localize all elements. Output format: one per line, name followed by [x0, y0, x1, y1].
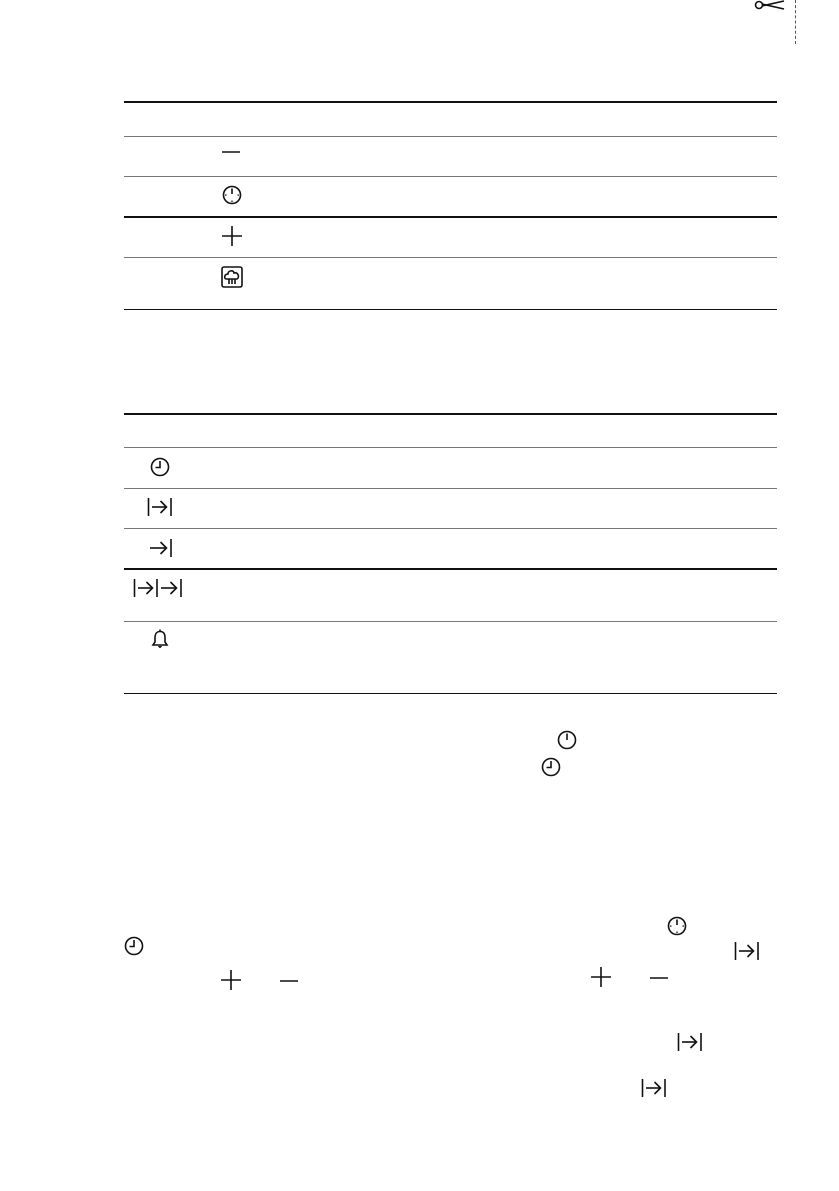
clock-functions-table	[124, 413, 777, 697]
plus-icon	[590, 966, 612, 988]
duration-icon	[734, 940, 760, 962]
table-rule	[124, 136, 777, 137]
cut-line	[795, 0, 796, 44]
plus-icon	[220, 969, 242, 991]
minus-icon	[648, 975, 670, 981]
table-rule	[124, 101, 777, 103]
minus-icon	[278, 978, 300, 984]
duration-icon	[641, 1077, 667, 1099]
table-rule	[124, 176, 777, 177]
table-rule	[124, 309, 777, 310]
table-rule	[124, 693, 777, 694]
table-rule	[124, 413, 777, 415]
time-of-day-icon	[124, 936, 144, 956]
time-of-day-icon	[150, 457, 170, 477]
time-delay-icon	[133, 577, 189, 599]
end-icon	[149, 537, 173, 559]
clock-function-icon	[557, 730, 577, 750]
steam-cooking-icon[interactable]	[221, 266, 243, 288]
clock-function-icon	[667, 916, 687, 936]
table-rule	[124, 528, 777, 529]
table-rule	[124, 488, 777, 489]
table-rule	[124, 621, 777, 622]
time-of-day-icon	[541, 757, 561, 777]
plus-icon[interactable]	[221, 225, 243, 247]
table-rule	[124, 257, 777, 258]
clock-function-icon[interactable]	[222, 185, 242, 205]
scissors-icon	[754, 0, 784, 10]
duration-icon	[677, 1031, 703, 1053]
table-rule	[124, 216, 777, 218]
duration-icon	[147, 496, 173, 518]
table-rule	[124, 568, 777, 570]
table-rule	[124, 447, 777, 448]
minus-icon[interactable]	[220, 149, 242, 155]
minute-minder-icon	[150, 629, 170, 651]
sensor-fields-table	[124, 101, 777, 311]
